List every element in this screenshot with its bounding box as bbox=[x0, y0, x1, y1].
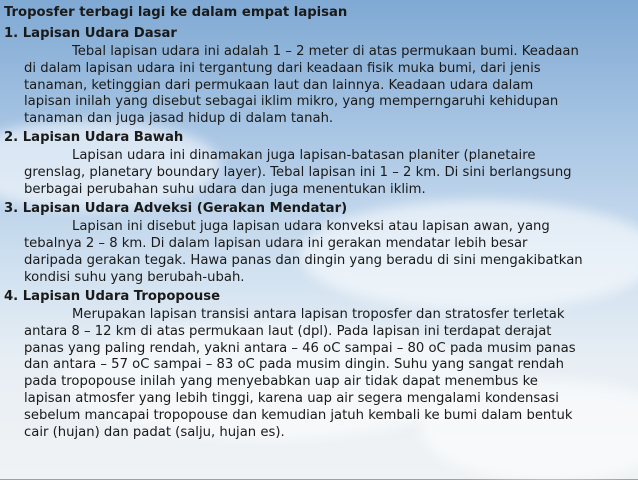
section-3 bbox=[4, 199, 632, 287]
section-2 bbox=[4, 128, 632, 199]
paragraph-line: dan antara – 57 oC sampai – 83 oC pada musim dingin. Suhu yang sangat rendah bbox=[24, 357, 564, 373]
paragraph-line: Merupakan lapisan transisi antara lapisan troposfer dan stratosfer terletak bbox=[72, 307, 565, 323]
paragraph-line: daripada gerakan tegak. Hawa panas dan dingin yang beradu di sini mengakibatkan bbox=[24, 252, 583, 268]
section-paragraph bbox=[4, 44, 632, 128]
paragraph-line: lapisan atmosfer yang lebih tinggi, karena uap air segera mengalami kondensasi bbox=[24, 391, 559, 407]
paragraph-line: berbagai perubahan suhu udara dan juga menentukan iklim. bbox=[24, 182, 426, 198]
paragraph-line: tebalnya 2 – 8 km. Di dalam lapisan udara ini gerakan mendatar lebih besar bbox=[24, 236, 528, 252]
section-heading: 4. Lapisan Udara Tropopouse bbox=[4, 288, 221, 304]
paragraph-line: tanaman dan juga jasad hidup di dalam tanah. bbox=[24, 111, 334, 127]
paragraph-line: Lapisan ini disebut juga lapisan udara konveksi atau lapisan awan, yang bbox=[72, 219, 550, 235]
section-heading: 2. Lapisan Udara Bawah bbox=[4, 129, 184, 145]
paragraph-line: tanaman, ketinggian dari permukaan laut dan lainnya. Keadaan udara dalam bbox=[24, 77, 534, 93]
slide-content bbox=[4, 3, 632, 441]
paragraph-line: Lapisan udara ini dinamakan juga lapisan-batasan planiter (planetaire bbox=[72, 148, 536, 164]
section-1 bbox=[4, 24, 632, 128]
paragraph-line: grenslag, planetary boundary layer). Tebal lapisan ini 1 – 2 km. Di sini berlangsung bbox=[24, 165, 572, 181]
paragraph-line: pada tropopouse inilah yang menyebabkan uap air tidak dapat menembus ke bbox=[24, 374, 538, 390]
paragraph-line: kondisi suhu yang berubah-ubah. bbox=[24, 269, 245, 285]
paragraph-line: panas yang paling rendah, yakni antara – 46 oC sampai – 80 oC pada musim panas bbox=[24, 340, 576, 356]
section-heading: 3. Lapisan Udara Adveksi (Gerakan Mendatar) bbox=[4, 200, 348, 216]
section-paragraph bbox=[4, 307, 632, 441]
section-heading: 1. Lapisan Udara Dasar bbox=[4, 25, 177, 41]
paragraph-line: cair (hujan) dan padat (salju, hujan es). bbox=[24, 424, 285, 440]
slide-title: Troposfer terbagi lagi ke dalam empat lapisan bbox=[4, 5, 348, 20]
section-paragraph bbox=[4, 148, 632, 198]
paragraph-line: lapisan inilah yang disebut sebagai iklim mikro, yang memperngaruhi kehidupan bbox=[24, 94, 559, 110]
paragraph-line: Tebal lapisan udara ini adalah 1 – 2 meter di atas permukaan bumi. Keadaan bbox=[72, 44, 579, 59]
section-paragraph bbox=[4, 219, 632, 286]
section-4 bbox=[4, 287, 632, 442]
paragraph-line: di dalam lapisan udara ini tergantung dari keadaan fisik muka bumi, dari jenis bbox=[24, 60, 541, 76]
paragraph-line: sebelum mancapai tropopouse dan kemudian jatuh kembali ke bumi dalam bentuk bbox=[24, 407, 573, 423]
paragraph-line: antara 8 – 12 km di atas permukaan laut (dpl). Pada lapisan ini terdapat derajat bbox=[24, 323, 552, 339]
